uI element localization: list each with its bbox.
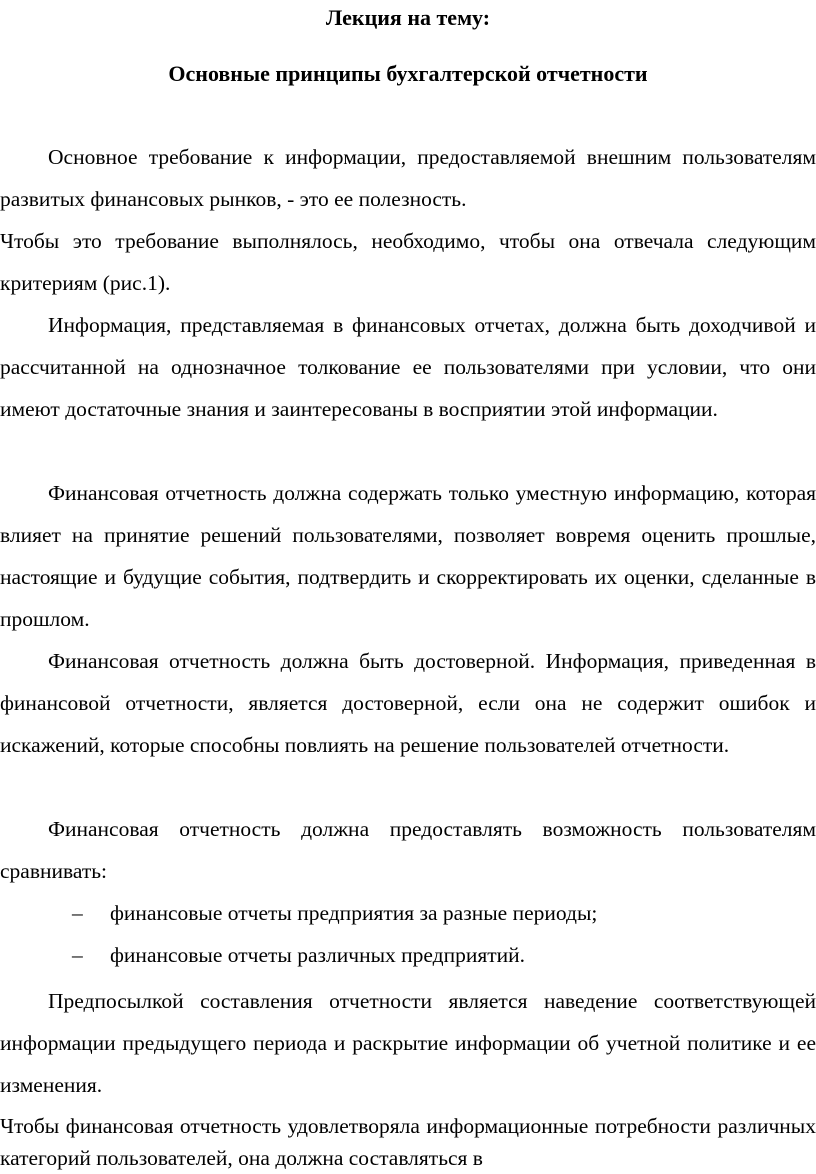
- list-item: [0, 934, 816, 976]
- list-item-text: финансовые отчеты различных предприятий.: [110, 943, 526, 967]
- paragraph-needs: Чтобы финансовая отчетность удовлетворяла информационные потребности различных категорий пользователей, она должна составляться в: [0, 1114, 816, 1170]
- list-item-text: финансовые отчеты предприятия за разные периоды;: [110, 901, 598, 925]
- paragraph-relevance: Финансовая отчетность должна содержать только уместную информацию, которая влияет на принятие решений пользователями, позволяет вовремя оценить прошлые, настоящие и будущие события, подтвердить и скорректировать их оценки, сделанные в прошлом.: [0, 481, 816, 631]
- comparison-list: [0, 892, 816, 976]
- list-item: [0, 892, 816, 934]
- paragraph-prerequisite: Предпосылкой составления отчетности является наведение соответствующей информации предыдущего периода и раскрытие информации об учетной политике и ее изменения.: [0, 989, 816, 1097]
- paragraph-comparability: Финансовая отчетность должна предоставлять возможность пользователям сравнивать:: [0, 817, 816, 883]
- lecture-heading: Лекция на тему:: [325, 5, 491, 30]
- dash-bullet-icon: –: [72, 943, 83, 967]
- lecture-title: Основные принципы бухгалтерской отчетности: [168, 61, 648, 86]
- paragraph-reliability: Финансовая отчетность должна быть достоверной. Информация, приведенная в финансовой отчетности, является достоверной, если она не содержит ошибок и искажений, которые способны повлиять на решение пользователей отчетности.: [0, 649, 816, 757]
- paragraph-usefulness: Основное требование к информации, предоставляемой внешним пользователям развитых финансовых рынков, - это ее полезность.: [0, 145, 816, 211]
- paragraph-criteria: Чтобы это требование выполнялось, необходимо, чтобы она отвечала следующим критериям (рис.1).: [0, 229, 816, 295]
- paragraph-clarity: Информация, представляемая в финансовых отчетах, должна быть доходчивой и рассчитанной на однозначное толкование ее пользователями при условии, что они имеют достаточные знания и заинтересованы в восприятии этой информации.: [0, 313, 816, 421]
- dash-bullet-icon: –: [72, 901, 83, 925]
